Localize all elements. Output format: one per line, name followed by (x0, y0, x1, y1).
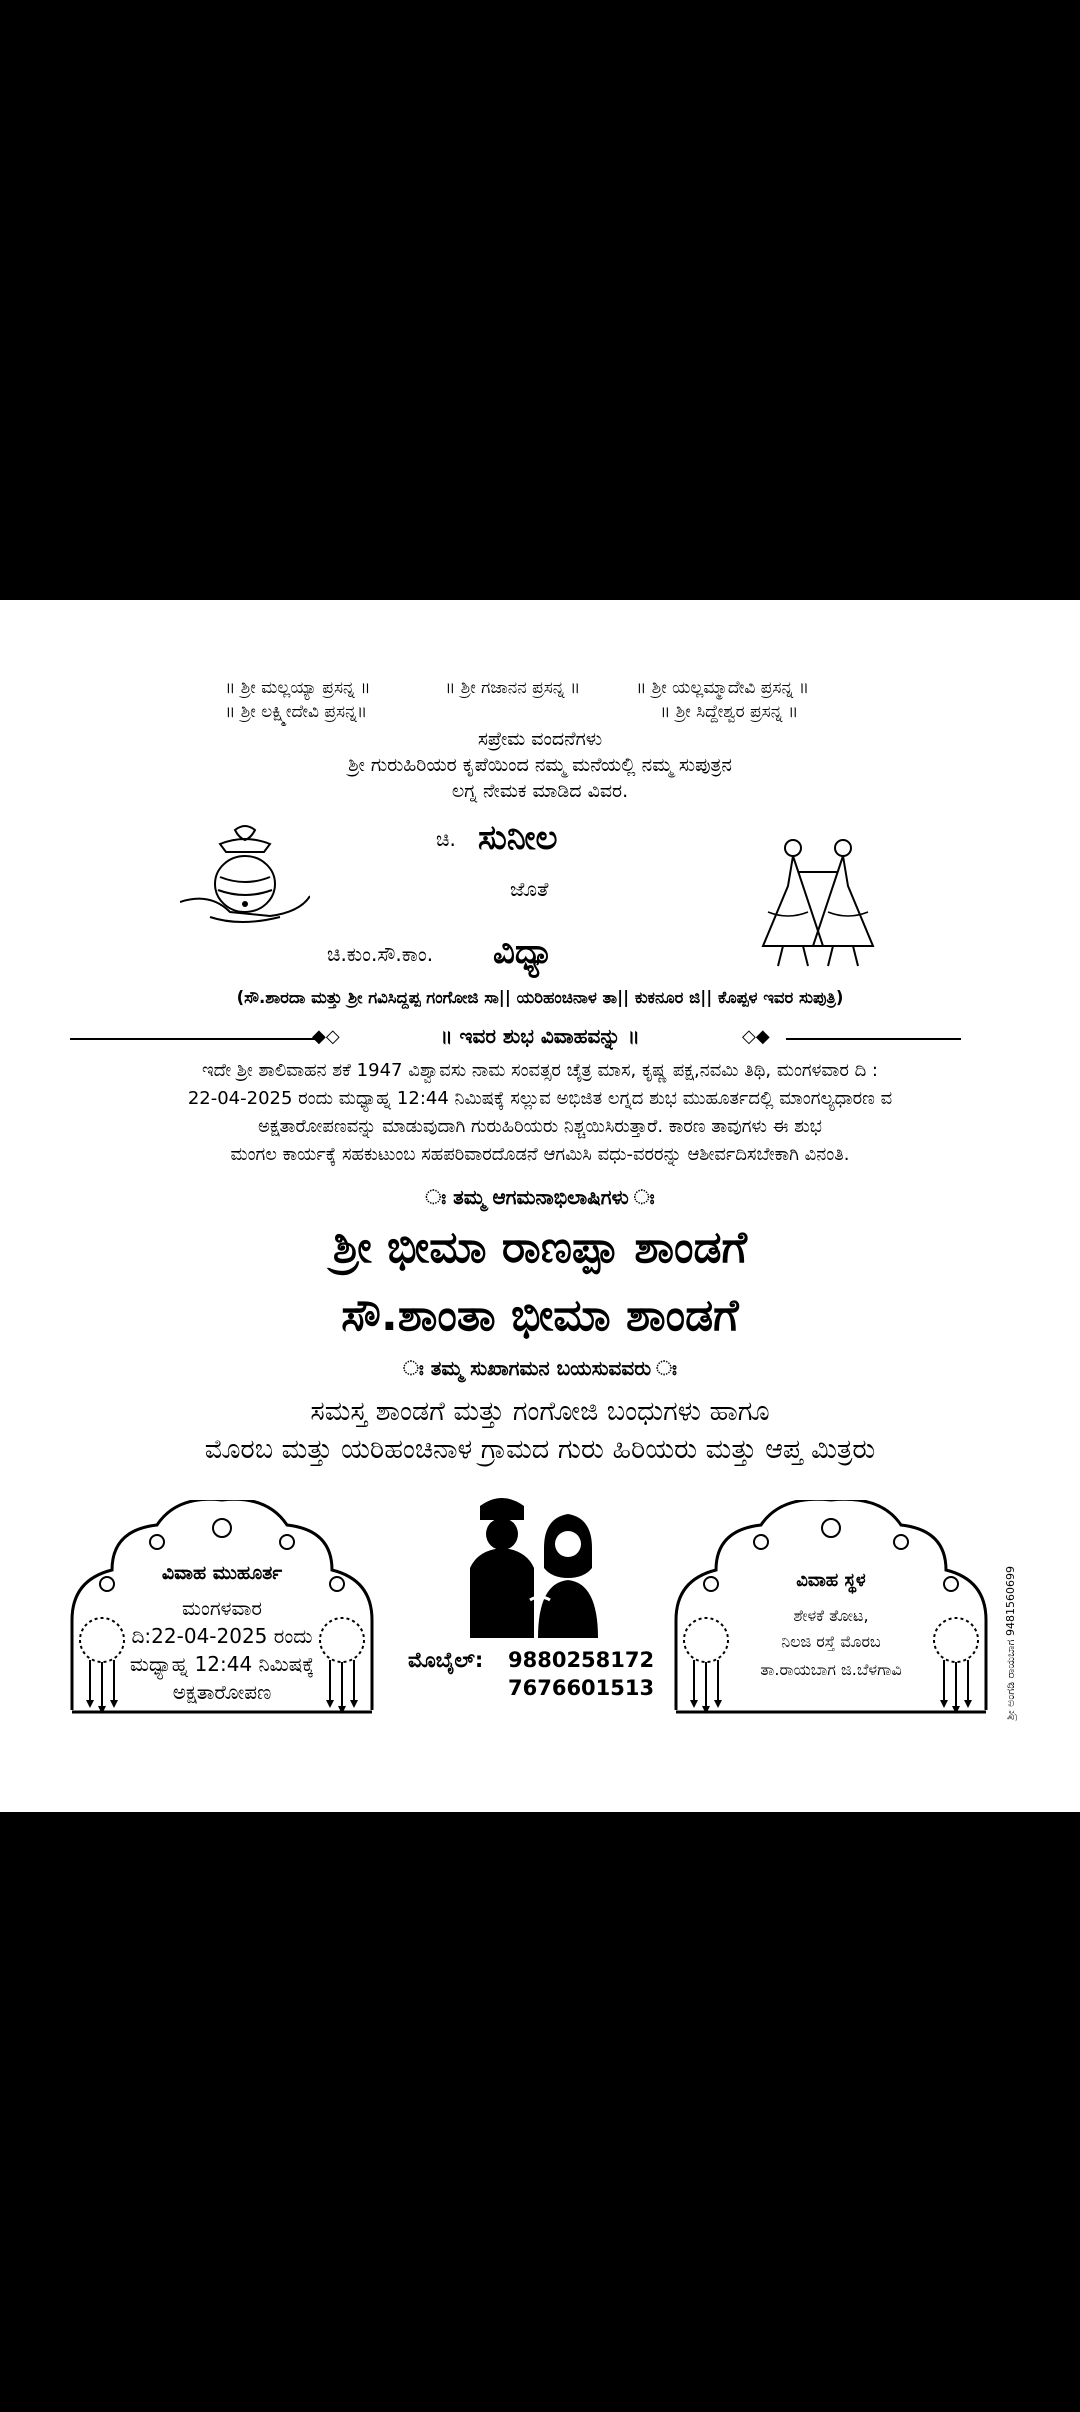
groom-name: ಸುನೀಲ (478, 818, 558, 858)
relatives-line-1: ಸಮಸ್ತ ಶಾಂಡಗೆ ಮತ್ತು ಗಂಗೋಜಿ ಬಂಧುಗಳು ಹಾಗೂ (310, 1396, 770, 1427)
invitation-text-line-4: ಮಂಗಲ ಕಾರ್ಯಕ್ಕೆ ಸಹಕುಟುಂಬ ಸಹಪರಿವಾರದೊಡನೆ ಆಗಮಿಸಿ ವಧು-ವರರನ್ನು ಆಶೀರ್ವದಿಸಬೇಕಾಗಿ ವಿನಂತಿ. (230, 1144, 850, 1165)
venue-frame (666, 1500, 996, 1720)
muhurtha-time: ಮಧ್ಯಾಹ್ನ 12:44 ನಿಮಿಷಕ್ಕೆ (129, 1652, 315, 1676)
section-title: ॥ ಇವರ ಶುಭ ವಿವಾಹವನ್ನು ॥ (440, 1024, 640, 1048)
muhurtha-day: ಮಂಗಳವಾರ (181, 1596, 263, 1620)
phone-2: 7676601513 (508, 1676, 655, 1700)
venue-line-1: ಶೇಳಕೆ ತೋಟ, (793, 1606, 869, 1625)
with-word: ಜೊತೆ (510, 877, 549, 901)
venue-title: ವಿವಾಹ ಸ್ಥಳ (796, 1570, 866, 1591)
groom-prefix: ಚಿ. (436, 827, 456, 851)
blessing-mallayya: ॥ ಶ್ರೀ ಮಲ್ಲಯ್ಯಾ ಪ್ರಸನ್ನ ॥ (225, 678, 371, 698)
phone-1: 9880258172 (508, 1648, 655, 1672)
blessing-yallamma: ॥ ಶ್ರೀ ಯಲ್ಲಮ್ಮಾದೇವಿ ಪ್ರಸನ್ನ ॥ (636, 678, 809, 698)
bride-groom-silhouette-icon (460, 1488, 610, 1638)
blessing-gajanana: ॥ ಶ್ರೀ ಗಜಾನನ ಪ್ರಸನ್ನ ॥ (445, 678, 581, 698)
relatives-line-2: ಮೊರಬ ಮತ್ತು ಯರಿಹಂಚಿನಾಳ ಗ್ರಾಮದ ಗುರು ಹಿರಿಯರು ಮತ್ತು ಆಪ್ತ ಮಿತ್ರರು (204, 1434, 876, 1465)
muhurtha-title: ವಿವಾಹ ಮುಹೂರ್ತ (161, 1562, 283, 1584)
greeting-line-1: ಸಪ್ರೇಮ ವಂದನೆಗಳು (477, 728, 603, 750)
kalash-icon (180, 822, 310, 932)
invitation-card (0, 600, 1080, 1812)
greeting-line-2: ಶ್ರೀ ಗುರುಹಿರಿಯರ ಕೃಪೆಯಿಂದ ನಮ್ಮ ಮನೆಯಲ್ಲಿ ನಮ್ಮ ಸುಪುತ್ರನ (348, 754, 732, 776)
blessing-lakshmi: ॥ ಶ್ರೀ ಲಕ್ಷ್ಮೀದೇವಿ ಪ್ರಸನ್ನ॥ (225, 702, 368, 722)
dancing-couple-icon (748, 832, 888, 972)
bride-name: ವಿಧ್ಯಾ (493, 932, 554, 972)
welcome-label: ಃ ತಮ್ಮ ಸುಖಾಗಮನ ಬಯಸುವವರು ಃ (403, 1356, 677, 1380)
venue-line-3: ತಾ.ರಾಯಬಾಗ ಜಿ.ಬೆಳಗಾವಿ (760, 1660, 902, 1679)
blessing-siddeshwara: ॥ ಶ್ರೀ ಸಿದ್ದೇಶ್ವರ ಪ್ರಸನ್ನ ॥ (660, 702, 799, 722)
muhurtha-date: ದಿ:22-04-2025 ರಂದು (131, 1624, 313, 1648)
mobile-label: ಮೊಬೈಲ್: (408, 1648, 484, 1672)
muhurtha-event: ಅಕ್ಷತಾರೋಪಣ (172, 1680, 272, 1704)
host-2: ಸೌ.ಶಾಂತಾ ಭೀಮಾ ಶಾಂಡಗೆ (341, 1290, 739, 1341)
bride-parents: (ಸೌ.ಶಾರದಾ ಮತ್ತು ಶ್ರೀ ಗವಿಸಿದ್ದಪ್ಪ ಗಂಗೋಜಿ ಸಾ|| ಯರಿಹಂಚಿನಾಳ ತಾ|| ಕುಕನೂರ ಜಿ|| ಕೊಪ್ಪಳ ಇವರ ಸುಪುತ್ರಿ) (236, 988, 844, 1007)
printer-caption: ಶ್ರೀ ಅಂಗಡಿ ರಾಯಬಾಗ 9481560699 (1004, 1566, 1017, 1720)
invitation-text-line-3: ಅಕ್ಷತಾರೋಪಣವನ್ನು ಮಾಡುವುದಾಗಿ ಗುರುಹಿರಿಯರು ನಿಶ್ಚಯಿಸಿರುತ್ತಾರೆ. ಕಾರಣ ತಾವುಗಳು ಈ ಶುಭ (258, 1116, 822, 1137)
invitation-text-line-1: ಇದೇ ಶ್ರೀ ಶಾಲಿವಾಹನ ಶಕೆ 1947 ವಿಶ್ವಾವಸು ನಾಮ ಸಂವತ್ಸರ ಚೈತ್ರ ಮಾಸ, ಕೃಷ್ಣ ಪಕ್ಷ,ನವಮಿ ತಿಥಿ, ಮಂಗಳವಾರ ದಿ : (201, 1060, 879, 1081)
greeting-line-3: ಲಗ್ನ ನೇಮಕ ಮಾಡಿದ ವಿವರ. (451, 780, 629, 802)
divider-right (786, 1038, 961, 1040)
host-1: ಶ್ರೀ ಭೀಮಾ ರಾಣಪ್ಪಾ ಶಾಂಡಗೆ (332, 1222, 748, 1273)
muhurtha-frame (62, 1500, 382, 1720)
invite-label: ಃ ತಮ್ಮ ಆಗಮನಾಭಿಲಾಷಿಗಳು ಃ (425, 1185, 655, 1209)
left-flourish-icon: ◆◇ (312, 1026, 340, 1047)
bride-prefix: ಚಿ.ಕುಂ.ಸೌ.ಕಾಂ. (327, 942, 434, 966)
invitation-text-line-2: 22-04-2025 ರಂದು ಮಧ್ಯಾಹ್ನ 12:44 ನಿಮಿಷಕ್ಕೆ ಸಲ್ಲುವ ಅಭಿಜಿತ ಲಗ್ನದ ಶುಭ ಮುಹೂರ್ತದಲ್ಲಿ ಮಾಂಗಲ್ಯಧಾರಣ ವ (187, 1088, 893, 1109)
right-flourish-icon: ◇◆ (742, 1026, 770, 1047)
venue-line-2: ನಿಲಜಿ ರಸ್ತೆ ಮೊರಬ (781, 1632, 881, 1651)
